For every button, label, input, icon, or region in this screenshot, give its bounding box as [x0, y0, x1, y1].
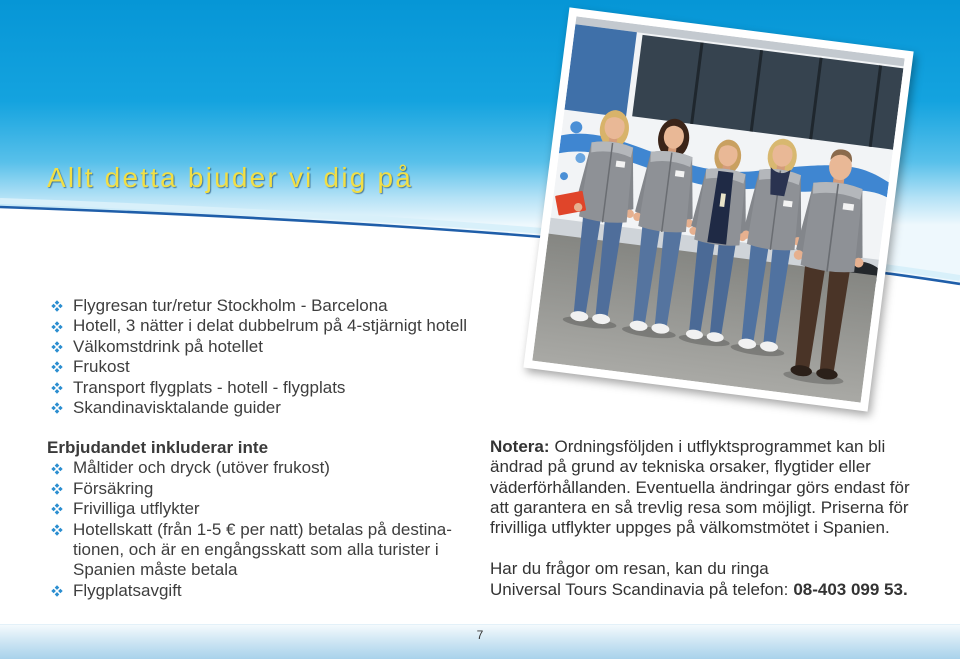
included-list	[51, 296, 467, 418]
included-item	[51, 296, 467, 316]
included-item-label: Transport flygplats - hotell - flygplats	[73, 377, 346, 397]
excluded-item-label: Flygplatsavgift	[73, 580, 182, 600]
included-item-label: Flygresan tur/retur Stockholm - Barcelona	[73, 296, 388, 315]
excluded-item-line	[51, 520, 452, 540]
excluded-item-label: Frivilliga utflykter	[73, 499, 200, 519]
notes-line: frivilliga utflykter uppges på välkomstmötet i Spanien.	[490, 518, 890, 538]
excluded-item-label: Försäkring	[73, 478, 154, 498]
page-title: Allt detta bjuder vi dig på	[47, 162, 414, 193]
contact-line	[490, 580, 910, 600]
excluded-item	[51, 479, 452, 499]
team-photo-image	[532, 16, 904, 402]
contact-company: Universal Tours Scandinavia på telefon:	[490, 579, 789, 599]
notes-line: väderförhållanden. Eventuella ändringar görs endast för	[490, 477, 910, 497]
included-item	[51, 316, 467, 336]
excluded-heading: Erbjudandet inkluderar inte	[47, 438, 269, 457]
diamond-bullet-icon	[51, 524, 63, 536]
included-item-label: Hotell, 3 nätter i delat dubbelrum på 4-stjärnigt hotell	[73, 316, 468, 336]
diamond-bullet-icon	[51, 503, 63, 515]
included-item-label: Frukost	[73, 357, 130, 377]
page-number: 7	[476, 628, 484, 642]
diamond-bullet-icon	[51, 382, 63, 394]
excluded-section	[47, 438, 452, 601]
excluded-item	[51, 499, 452, 519]
included-item	[51, 357, 467, 377]
excluded-item	[51, 520, 452, 581]
excluded-item	[51, 458, 452, 478]
phone-number: 08-403 099 53.	[793, 579, 908, 599]
excluded-item-label: Måltider och dryck (utöver frukost)	[73, 458, 330, 478]
included-item-label: Skandinavisktalande guider	[73, 397, 281, 417]
team-photo	[523, 7, 913, 411]
included-item	[51, 337, 467, 357]
excluded-list	[51, 458, 452, 601]
diamond-bullet-icon	[51, 321, 63, 333]
diamond-bullet-icon	[51, 341, 63, 353]
excluded-item	[51, 581, 452, 601]
diamond-bullet-icon	[51, 402, 63, 414]
included-item	[51, 378, 467, 398]
diamond-bullet-icon	[51, 361, 63, 373]
contact-question: Har du frågor om resan, kan du ringa	[490, 559, 769, 579]
diamond-bullet-icon	[51, 300, 63, 312]
diamond-bullet-icon	[51, 483, 63, 495]
included-item	[51, 398, 467, 418]
notes-line: ändrad på grund av tekniska orsaker, flygtider eller	[490, 457, 871, 477]
excluded-item-continuation: tionen, och är en engångsskatt som alla turister i	[73, 539, 439, 559]
notes-block	[490, 437, 910, 600]
excluded-item-continuation: Spanien måste betala	[73, 560, 238, 580]
included-item-label: Välkomstdrink på hotellet	[73, 336, 263, 356]
notes-label: Notera:	[490, 436, 550, 456]
notes-line: att garantera en så trevlig resa som möjligt. Priserna för	[490, 497, 909, 517]
excluded-item-label: Hotellskatt (från 1-5 € per natt) betalas på destina-	[73, 519, 452, 539]
notes-text: Ordningsföljden i utflyktsprogrammet kan bli	[554, 436, 886, 456]
notes-line	[490, 437, 910, 457]
diamond-bullet-icon	[51, 585, 63, 597]
diamond-bullet-icon	[51, 463, 63, 475]
